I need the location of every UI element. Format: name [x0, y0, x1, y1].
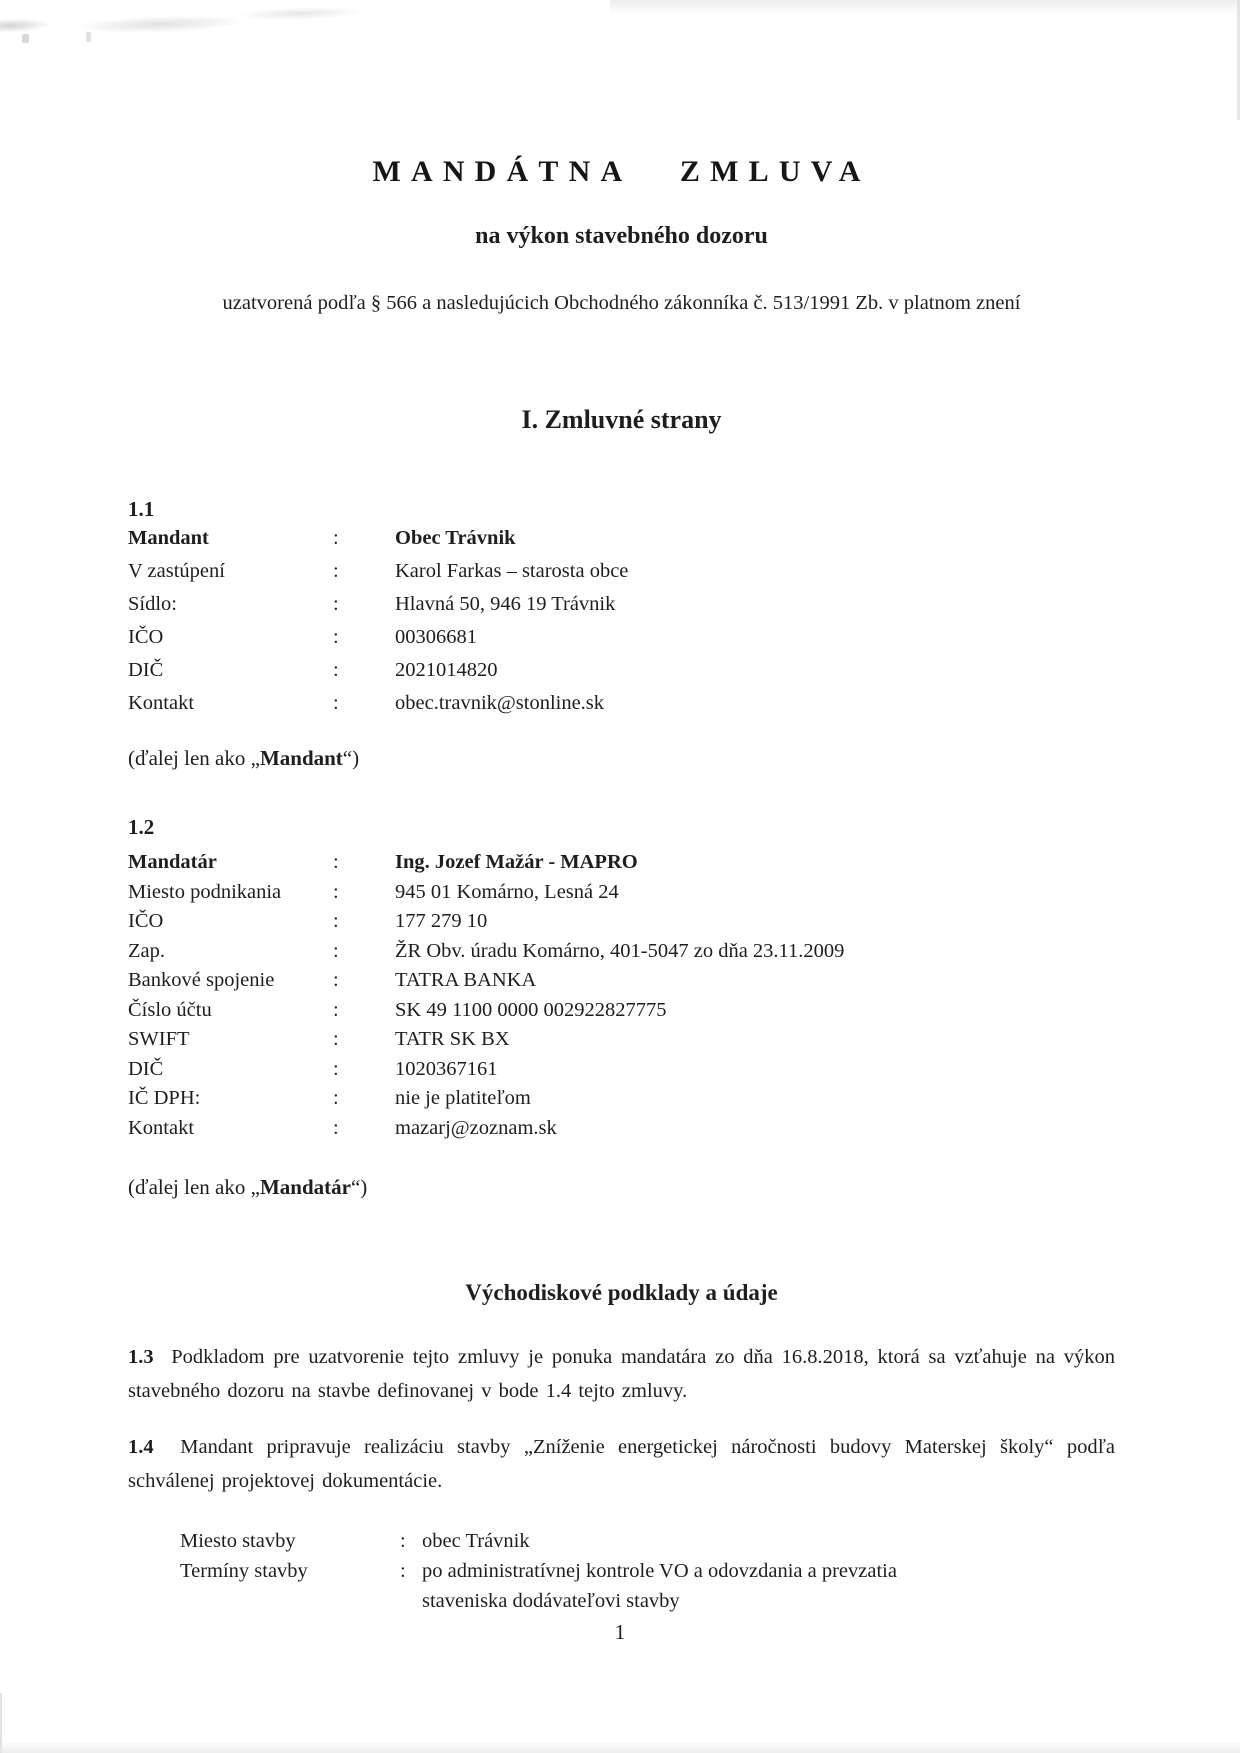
- alias-prefix: (ďalej len ako „: [128, 1175, 260, 1199]
- field-label: Zap.: [128, 939, 165, 962]
- field-row-mandatar: [128, 848, 1115, 878]
- document-title: MANDÁTNA ZMLUVA: [372, 155, 871, 188]
- alias-mandatar: [128, 1175, 1115, 1200]
- field-value: mazarj@zoznam.sk: [395, 1116, 557, 1139]
- field-value: nie je platiteľom: [395, 1087, 531, 1109]
- field-row-swift: [128, 1025, 1115, 1055]
- alias-prefix: (ďalej len ako „: [128, 746, 260, 770]
- field-value: 945 01 Komárno, Lesná 24: [395, 880, 619, 903]
- paragraph-text: Podkladom pre uzatvorenie tejto zmluvy je ponuka mandatára zo dňa 16.8.2018, ktorá sa vzťahuje na výkon stavebného dozoru na stavbe definovanej v bode 1.4 tejto zmluvy.: [128, 1346, 1116, 1402]
- scan-edge-left-bottom: [0, 1693, 2, 1753]
- field-colon: :: [333, 1028, 339, 1050]
- detail-row-terminy-stavby: [180, 1556, 1115, 1616]
- field-label: Bankové spojenie: [128, 969, 275, 991]
- field-value: SK 49 1100 0000 002922827775: [395, 998, 667, 1021]
- detail-value: obec Trávnik: [422, 1530, 530, 1552]
- paragraph-text: Mandant pripravuje realizáciu stavby „Zníženie energetickej náročnosti budovy Materskej školy“ podľa schválenej projektovej dokumentácie.: [128, 1436, 1116, 1492]
- party-mandant-block: [128, 522, 1115, 720]
- construction-details-block: [180, 1526, 1115, 1616]
- field-label: Mandant: [128, 527, 209, 549]
- field-value: Ing. Jozef Mažár - MAPRO: [395, 851, 638, 873]
- page-number: 1: [614, 1620, 626, 1644]
- field-label: Sídlo:: [128, 593, 177, 615]
- detail-label: Miesto stavby: [180, 1530, 296, 1552]
- field-value: obec.travnik@stonline.sk: [395, 692, 605, 714]
- field-row-dic: [128, 1055, 1115, 1085]
- field-colon: :: [333, 593, 339, 615]
- field-row-dic: [128, 654, 1115, 687]
- field-label: DIČ: [128, 1057, 164, 1080]
- alias-bold: Mandatár: [259, 1175, 351, 1199]
- alias-suffix: “): [350, 1175, 368, 1199]
- field-row-ic-dph: [128, 1084, 1115, 1114]
- preamble-text: uzatvorená podľa § 566 a nasledujúcich Obchodného zákonníka č. 513/1991 Zb. v platnom znení: [222, 292, 1021, 314]
- detail-row-miesto-stavby: [180, 1526, 1115, 1556]
- alias-suffix: “): [342, 746, 360, 770]
- field-row-miesto-podnikania: [128, 878, 1115, 908]
- field-label: IČO: [128, 910, 164, 932]
- field-row-kontakt: [128, 687, 1115, 720]
- field-label: Kontakt: [128, 692, 195, 714]
- field-colon: :: [333, 998, 339, 1021]
- field-colon: :: [333, 939, 339, 962]
- field-value: 00306681: [395, 626, 477, 648]
- scan-band-top-right: [610, 0, 1240, 14]
- field-colon: :: [333, 560, 339, 582]
- field-label: SWIFT: [128, 1028, 190, 1050]
- field-value: Hlavná 50, 946 19 Trávnik: [395, 593, 616, 615]
- document-body: [0, 155, 1240, 1616]
- field-label: Kontakt: [128, 1116, 195, 1139]
- paragraph-number: 1.3: [128, 1346, 154, 1368]
- field-label: IČO: [128, 626, 164, 648]
- field-row-ico: [128, 907, 1115, 937]
- field-value: Karol Farkas – starosta obce: [395, 560, 629, 582]
- paragraph-1-4: [128, 1430, 1115, 1498]
- field-value: 177 279 10: [395, 910, 488, 932]
- scan-speck: [22, 34, 29, 43]
- scan-smudge-top-left: [0, 0, 370, 47]
- clause-number-1-2: 1.2: [128, 815, 155, 839]
- detail-colon: :: [400, 1530, 406, 1552]
- field-label: V zastúpení: [128, 560, 225, 582]
- section-heading-vychodiskove-podklady: Východiskové podklady a údaje: [465, 1280, 778, 1305]
- party-mandatar-block: [128, 848, 1115, 1143]
- field-value: ŽR Obv. úradu Komárno, 401-5047 zo dňa 23.11.2009: [395, 939, 845, 962]
- field-colon: :: [333, 969, 339, 991]
- field-row-cislo-uctu: [128, 996, 1115, 1026]
- field-label: Mandatár: [128, 851, 217, 873]
- alias-bold: Mandant: [259, 746, 343, 770]
- field-colon: :: [333, 910, 339, 932]
- field-colon: :: [333, 1057, 339, 1080]
- field-value: Obec Trávnik: [395, 527, 516, 549]
- field-row-ico: [128, 621, 1115, 654]
- field-row-sidlo: [128, 588, 1115, 621]
- field-row-mandant: [128, 522, 1115, 555]
- field-value: 2021014820: [395, 659, 498, 681]
- field-colon: :: [333, 1116, 339, 1139]
- detail-colon: :: [400, 1560, 406, 1582]
- clause-number-1-1: 1.1: [128, 497, 155, 521]
- field-label: DIČ: [128, 659, 164, 681]
- detail-value: po administratívnej kontrole VO a odovzdania a prevzatia staveniska dodávateľovi stavby: [422, 1560, 897, 1612]
- field-colon: :: [333, 692, 339, 714]
- paragraph-number: 1.4: [128, 1436, 154, 1458]
- field-colon: :: [333, 851, 339, 873]
- alias-mandant: [128, 746, 1115, 771]
- paragraph-1-3: [128, 1340, 1115, 1408]
- field-value: TATR SK BX: [395, 1028, 510, 1050]
- field-label: Číslo účtu: [128, 998, 212, 1021]
- field-label: Miesto podnikania: [128, 880, 282, 903]
- scan-band-bottom: [0, 1741, 1240, 1753]
- scan-speck: [86, 32, 91, 42]
- document-subtitle: na výkon stavebného dozoru: [475, 223, 768, 249]
- field-row-zap: [128, 937, 1115, 967]
- field-row-kontakt: [128, 1114, 1115, 1144]
- field-colon: :: [333, 626, 339, 648]
- field-colon: :: [333, 880, 339, 903]
- field-row-v-zastupeni: [128, 555, 1115, 588]
- field-value: TATRA BANKA: [395, 969, 537, 991]
- field-colon: :: [333, 527, 339, 549]
- section-heading-zmluvne-strany: I. Zmluvné strany: [521, 405, 722, 434]
- field-colon: :: [333, 1087, 339, 1109]
- field-label: IČ DPH:: [128, 1087, 201, 1109]
- field-value: 1020367161: [395, 1057, 498, 1080]
- field-colon: :: [333, 659, 339, 681]
- field-row-bankove-spojenie: [128, 966, 1115, 996]
- detail-label: Termíny stavby: [180, 1560, 308, 1582]
